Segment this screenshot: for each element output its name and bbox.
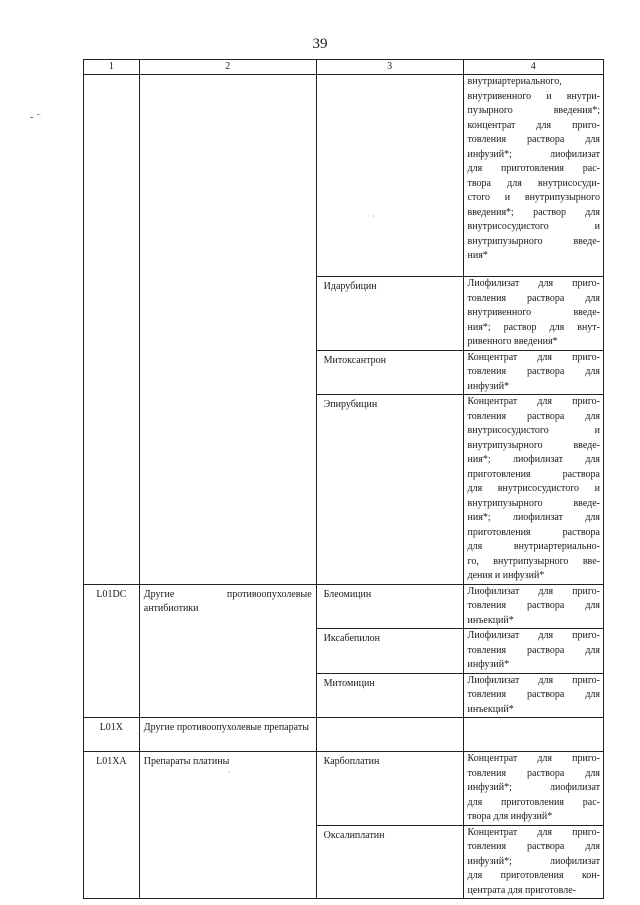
header-col-1: 1 (84, 60, 140, 75)
header-col-2: 2 (139, 60, 316, 75)
drug-cell: Карбоплатин (316, 752, 463, 826)
form-text-line: Концентрат для приго- (467, 351, 600, 363)
form-cell (463, 395, 603, 585)
group-cell: Другие противоопухолевые препараты (139, 718, 316, 752)
form-text-line: инфузий* (467, 659, 510, 670)
header-row (84, 60, 604, 75)
form-text-line: инфузий*; лиофилизат (467, 782, 600, 793)
form-text-line: для приготовления рас- (467, 796, 600, 808)
drug-cell: Эпирубицин (316, 395, 463, 585)
drug-cell (316, 718, 463, 752)
group-cell: Препараты платины (139, 752, 316, 899)
form-text-line: Концентрат для приго- (467, 753, 600, 764)
form-text-line: приготовления раствора (467, 526, 600, 538)
scan-mark: - ⁻ (30, 112, 42, 123)
form-text-line: Концентрат для приго- (467, 826, 600, 838)
form-text-line: ния*; лиофилизат для (467, 512, 600, 523)
form-text-line: ривенного введения* (467, 336, 558, 347)
page-number: 39 (312, 36, 328, 52)
drug-cell: Оксалиплатин (316, 825, 463, 899)
form-text-line: для внутрисосудистого и (467, 483, 600, 494)
form-cell (463, 673, 603, 718)
form-text-line: введения*; раствор для (467, 206, 600, 218)
form-text-line: инфузий*; лиофилизат (467, 855, 600, 867)
form-cell (463, 629, 603, 674)
group-cell (139, 75, 316, 585)
form-text-line: внутрисосудистого и (467, 425, 600, 436)
drug-table (83, 59, 604, 899)
atc-code-cell: L01XA (84, 752, 140, 899)
form-text-line: товления раствора для (467, 410, 600, 422)
drug-cell: Идарубицин (316, 277, 463, 351)
form-text-line: товления раствора для (467, 292, 600, 304)
drug-cell: Митоксантрон (316, 350, 463, 395)
form-text-line: твора для внутрисосуди- (467, 177, 600, 189)
form-text-line: товления раствора для (467, 134, 600, 145)
scan-dot: · (228, 768, 231, 777)
form-text-line: Концентрат для приго- (467, 396, 600, 407)
form-cell (463, 75, 603, 277)
form-text-line: центрата для приготовле- (467, 884, 576, 896)
table-row (84, 718, 604, 752)
form-text-line: ния*; лиофилизат для (467, 454, 600, 465)
atc-code-cell: L01X (84, 718, 140, 752)
table-row (84, 75, 604, 277)
form-text-line: внутриартериального, (467, 76, 562, 87)
group-cell: Другие противоопухолевые антибиотики (139, 584, 316, 718)
form-text-line: товления раствора для (467, 689, 600, 700)
form-text-line: дения и инфузий* (467, 570, 545, 581)
drug-cell: Иксабепилон (316, 629, 463, 674)
form-text-line: товления раствора для (467, 767, 600, 779)
form-text-line: Лиофилизат для приго- (467, 278, 600, 289)
form-text-line: стого и внутрипузырного (467, 192, 600, 203)
header-col-4: 4 (463, 60, 603, 75)
table-row (84, 752, 604, 826)
form-text-line: товления раствора для (467, 366, 600, 377)
form-text-line: товления раствора для (467, 841, 600, 852)
form-text-line: Лиофилизат для приго- (467, 585, 600, 597)
drug-cell (316, 75, 463, 277)
form-text-line: для приготовления кон- (467, 870, 600, 881)
form-text-line: товления раствора для (467, 644, 600, 656)
drug-cell: Блеомицин (316, 584, 463, 629)
form-text-line: для внутриартериально- (467, 541, 600, 552)
scan-dot: · (372, 212, 375, 221)
form-cell (463, 825, 603, 899)
form-text-line: внутривенного введе- (467, 307, 600, 318)
form-text-line: внутрипузырного введе- (467, 235, 600, 247)
form-text-line: внутривенного и внутри- (467, 90, 600, 102)
form-text-line: инъекций* (467, 614, 514, 626)
form-text-line: для приготовления рас- (467, 163, 600, 174)
form-text-line: инфузий* (467, 380, 510, 392)
form-text-line: товления раствора для (467, 600, 600, 611)
form-text-line: внутрисосудистого и (467, 221, 600, 232)
form-text-line: Лиофилизат для приго- (467, 630, 600, 641)
form-text-line: инфузий*; лиофилизат (467, 148, 600, 160)
header-col-3: 3 (316, 60, 463, 75)
drug-cell: Митомицин (316, 673, 463, 718)
form-text-line: внутрипузырного введе- (467, 439, 600, 451)
form-text-line: пузырного введения*; (467, 105, 600, 116)
form-cell (463, 350, 603, 395)
form-text-line: го, внутрипузырного вве- (467, 555, 600, 567)
form-text-line: ния* (467, 250, 488, 261)
form-text-line: твора для инфузий* (467, 811, 553, 822)
form-text-line: концентрат для приго- (467, 119, 600, 131)
table-row (84, 584, 604, 629)
atc-code-cell (84, 75, 140, 585)
form-cell (463, 752, 603, 826)
form-text-line: приготовления раствора (467, 468, 600, 480)
form-cell (463, 718, 603, 752)
form-cell (463, 584, 603, 629)
form-text-line: внутрипузырного введе- (467, 497, 600, 509)
form-cell (463, 277, 603, 351)
form-text-line: Лиофилизат для приго- (467, 674, 600, 686)
form-text-line: инъекций* (467, 703, 514, 715)
form-text-line: ния*; раствор для внут- (467, 321, 600, 333)
atc-code-cell: L01DC (84, 584, 140, 718)
